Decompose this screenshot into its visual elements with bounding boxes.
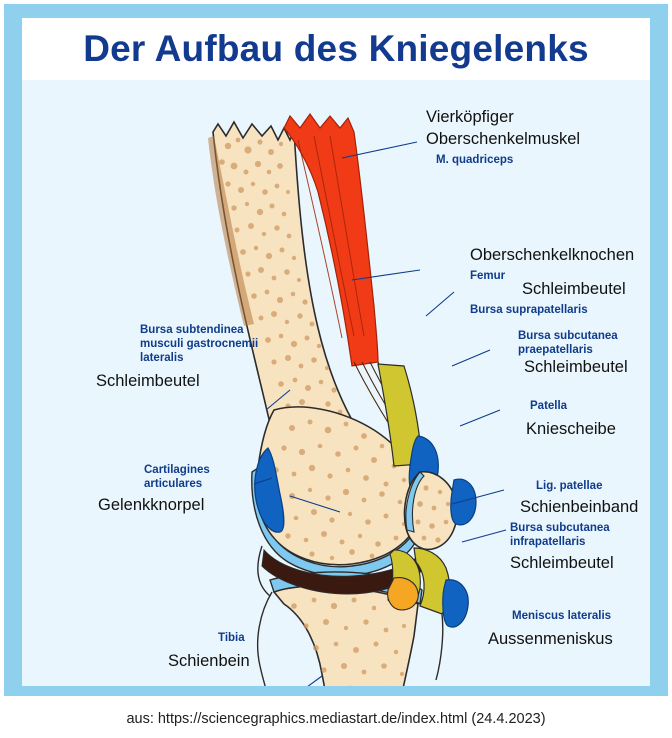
label-bursa-subtendinea-de: Schleimbeutel — [96, 372, 200, 390]
label-cartilago-latin-1: Cartilagines — [144, 464, 210, 476]
label-bursa-praepatellaris-latin-2: praepatellaris — [518, 344, 593, 356]
label-bursa-praepatellaris-de: Schleimbeutel — [524, 358, 628, 376]
label-quadriceps-latin: M. quadriceps — [436, 154, 514, 166]
patella-bone — [405, 472, 457, 550]
anatomy-illustration — [22, 80, 650, 686]
label-bursa-infrapatellaris-latin-2: infrapatellaris — [510, 536, 586, 548]
label-bursa-infrapatellaris-latin-1: Bursa subcutanea — [510, 522, 610, 534]
label-femur-latin: Femur — [470, 270, 506, 282]
label-bursa-subtendinea-latin-3: lateralis — [140, 352, 184, 364]
title-band — [22, 18, 650, 80]
label-bursa-suprapatellaris-latin: Bursa suprapatellaris — [470, 304, 588, 316]
label-tibia-de: Schienbein — [168, 652, 250, 670]
label-patella-latin: Patella — [530, 400, 568, 412]
label-femur-de: Oberschenkelknochen — [470, 246, 635, 264]
label-bursa-suprapatellaris-de: Schleimbeutel — [522, 280, 626, 298]
label-cartilago-latin-2: articulares — [144, 478, 203, 490]
label-tibia-latin: Tibia — [218, 632, 245, 644]
label-lig-patellae-de: Schienbeinband — [520, 498, 639, 516]
label-meniscus-latin: Meniscus lateralis — [512, 610, 612, 622]
bursa-subcutanea-praepatellaris — [451, 479, 476, 525]
label-bursa-subtendinea-latin-2: musculi gastrocnemii — [140, 338, 259, 350]
label-patella-de: Kniescheibe — [526, 420, 616, 438]
label-bursa-infrapatellaris-de: Schleimbeutel — [510, 554, 614, 572]
bursa-subcutanea-infrapatellaris — [443, 580, 468, 627]
poster-frame — [4, 4, 668, 696]
label-bursa-subtendinea-latin-1: Bursa subtendinea — [140, 324, 244, 336]
label-meniscus-de: Aussenmeniskus — [488, 630, 613, 648]
label-lig-patellae-latin: Lig. patellae — [536, 480, 603, 492]
label-bursa-praepatellaris-latin-1: Bursa subcutanea — [518, 330, 618, 342]
label-cartilago-de: Gelenkknorpel — [98, 496, 205, 514]
label-quadriceps-de-line1: Vierköpfiger — [426, 108, 514, 126]
label-quadriceps-de-line2: Oberschenkelmuskel — [426, 130, 581, 148]
source-caption: aus: https://sciencegraphics.mediastart.de/index.html (24.4.2023) — [126, 711, 546, 727]
page-title: Der Aufbau des Kniegelenks — [83, 28, 589, 69]
